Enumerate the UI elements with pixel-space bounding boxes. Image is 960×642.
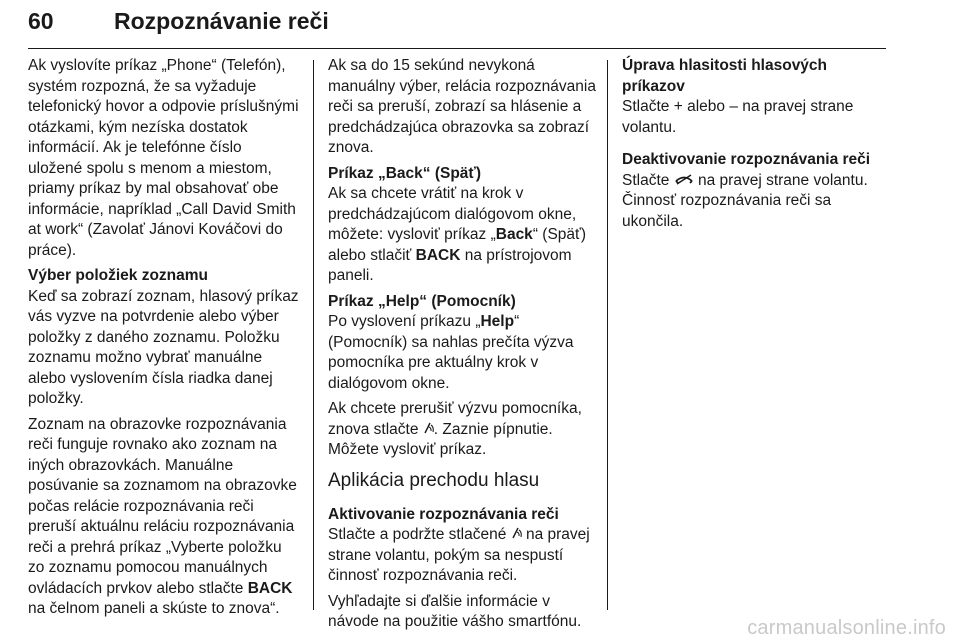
paragraph: Zoznam na obrazovke rozpoznávania reči funguje rovnako ako zoznam na iných obrazovkách. Manuálne posúvanie sa zoznamom na obrazovke počas relácie rozpoznávania reči preruší aktuálnu reláciu rozpoznávania reči a prehrá príkaz „Vyberte položku zo zoznamu pomocou manuálnych ovládacích prvkov alebo stlačte BACK na čelnom paneli a skúste to znova“. — [28, 415, 297, 617]
column-divider — [313, 60, 314, 610]
minus-icon: – — [729, 98, 738, 115]
paragraph: Ak vyslovíte príkaz „Phone“ (Telefón), systém rozpozná, že sa vyžaduje telefonický hovor a odpovie príslušnými otázkami, kým nezíska dostatok informácií. Ak je telefónne číslo uložené spolu s menom a miestom, priamy príkaz by mal obsahovať obe informácie, napríklad „Call David Smith at work“ (Zavolať Jánovi Kováčovi do práce). — [28, 57, 299, 259]
plus-icon: + — [673, 98, 683, 115]
paragraph: Deaktivovanie rozpoznávania reči Stlačte na pravej strane volantu. Činnosť rozpoznávania reči sa ukončila. — [622, 150, 890, 232]
subheading: Príkaz „Help“ (Pomocník) — [328, 292, 516, 310]
voice-command-icon — [423, 420, 434, 441]
page-number: 60 — [28, 8, 54, 34]
subheading: Úprava hlasitosti hlasových príkazov — [622, 57, 828, 95]
watermark: carmanualsonline.info — [747, 617, 946, 639]
paragraph: Úprava hlasitosti hlasových príkazov Stlačte + alebo – na pravej strane volantu. — [622, 56, 890, 138]
subheading: Príkaz „Back“ (Späť) — [328, 164, 482, 182]
subheading: Výber položiek zoznamu — [28, 267, 209, 284]
column-2 — [328, 56, 598, 638]
page-title: Rozpoznávanie reči — [114, 8, 329, 34]
section-title: Aplikácia prechodu hlasu — [328, 469, 540, 491]
paragraph: Vyhľadajte si ďalšie informácie v návode na použitie vášho smartfónu. — [328, 592, 582, 630]
subheading: Deaktivovanie rozpoznávania reči — [622, 151, 871, 168]
paragraph: Aktivovanie rozpoznávania reči Stlačte a podržte stlačené na pravej strane volantu, pokým sa nespustí činnosť rozpoznávania reči. — [328, 505, 598, 587]
button-name: BACK — [247, 579, 293, 597]
subheading: Aktivovanie rozpoznávania reči — [328, 505, 559, 523]
paragraph: Príkaz „Back“ (Späť) Ak sa chcete vrátiť na krok v predchádzajúcom dialógovom okne, môžete: vysloviť príkaz „Back“ (Späť) alebo stlačiť BACK na prístrojovom paneli. — [328, 164, 598, 287]
end-call-icon — [674, 171, 694, 192]
page-header — [28, 4, 886, 49]
paragraph: Ak chcete prerušiť výzvu pomocníka, znova stlačte . Zaznie pípnutie. Môžete vysloviť príkaz. — [328, 400, 582, 458]
paragraph: Ak sa do 15 sekúnd nevykoná manuálny výber, relácia rozpoznávania reči sa preruší, zobrazí sa hlásenie a predchádzajúca obrazovka sa zobrazí znova. — [328, 57, 596, 156]
column-divider — [607, 60, 608, 610]
column-3 — [622, 56, 890, 237]
voice-command-icon — [511, 525, 522, 546]
paragraph: Výber položiek zoznamu Keď sa zobrazí zoznam, hlasový príkaz vás vyzve na potvrdenie alebo výber položky z daného zoznamu. Položku zoznamu možno vybrať manuálne alebo vyslovením čísla riadka danej položky. — [28, 267, 299, 407]
paragraph: Príkaz „Help“ (Pomocník) Po vyslovení príkazu „Help“ (Pomocník) sa nahlas prečíta výzva pomocníka pre aktuálny krok v dialógovom okne. — [328, 292, 598, 395]
column-1 — [28, 56, 300, 625]
